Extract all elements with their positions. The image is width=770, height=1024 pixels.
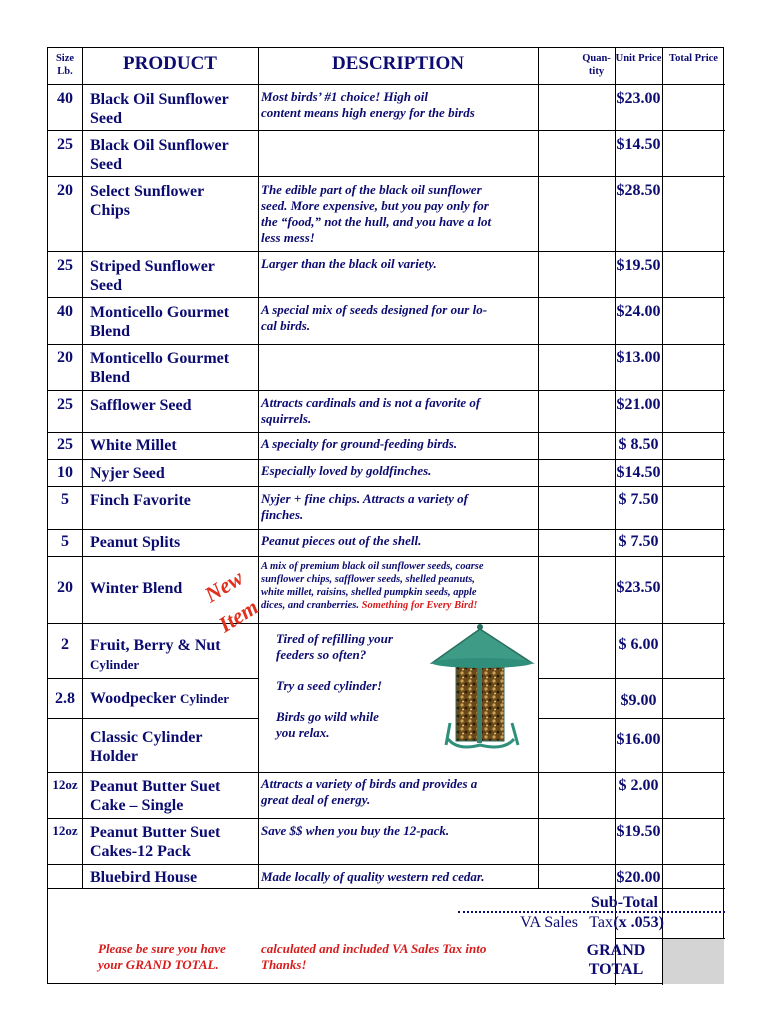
row-product: Monticello Gourmet Blend xyxy=(90,304,230,340)
row-unit-price: $23.00 xyxy=(616,90,661,107)
row-product: Woodpecker Cylinder xyxy=(90,690,230,707)
row-unit-price: $ 6.00 xyxy=(618,636,659,653)
row-product: Nyjer Seed xyxy=(90,465,165,482)
note-left: Please be sure you have your GRAND TOTAL. xyxy=(98,941,226,972)
row-description: Made locally of quality western red cedar. xyxy=(261,869,485,884)
row-unit-price: $21.00 xyxy=(616,396,661,413)
row-description: Attracts cardinals and is not a favorite of squirrels. xyxy=(261,395,481,426)
header-description: DESCRIPTION xyxy=(332,53,464,74)
row-size: 20 xyxy=(57,349,73,366)
new-item-badge: New xyxy=(200,564,248,608)
row-product: Classic Cylinder Holder xyxy=(90,729,203,765)
row-product: Black Oil Sunflower Seed xyxy=(90,91,229,127)
col-line-description xyxy=(538,48,539,888)
row-size: 5 xyxy=(61,491,69,508)
header-product: PRODUCT xyxy=(123,53,217,74)
row-unit-price: $14.50 xyxy=(616,136,661,153)
row-description: A mix of premium black oil sunflower seeds, coarse sunflower chips, safflower seeds, shelled peanuts, white millet, raisins, shelled pumpkin seeds, apple dices, and cranberries. Something for Every Bird! xyxy=(261,561,484,611)
row-product: Safflower Seed xyxy=(90,397,192,414)
row-size: 25 xyxy=(57,257,73,274)
order-form xyxy=(47,47,724,984)
row-unit-price: $14.50 xyxy=(616,464,661,481)
row-product: Finch Favorite xyxy=(90,492,191,509)
header-unit-price: Unit Price xyxy=(615,53,662,64)
grand-total-label: GRAND TOTAL xyxy=(586,942,646,978)
row-unit-price: $16.00 xyxy=(616,731,661,748)
col-line-size xyxy=(82,48,83,888)
row-description: Save $$ when you buy the 12-pack. xyxy=(261,823,450,838)
tax-label: Tax xyxy=(589,914,613,931)
row-unit-price: $ 7.50 xyxy=(618,491,659,508)
row-size: 2 xyxy=(61,636,69,653)
row-description: Most birds’ #1 choice! High oil content means high energy for the birds xyxy=(261,89,475,120)
row-unit-price: $20.00 xyxy=(616,869,661,886)
row-description: A special mix of seeds designed for our lo- cal birds. xyxy=(261,302,488,333)
new-item-badge: Item xyxy=(214,593,263,638)
row-size: 5 xyxy=(61,533,69,550)
grand-total-value-box[interactable] xyxy=(662,938,724,984)
row-unit-price: $ 8.50 xyxy=(618,436,659,453)
row-product: Winter Blend xyxy=(90,580,183,597)
row-description: Larger than the black oil variety. xyxy=(261,256,437,271)
row-product: White Millet xyxy=(90,437,177,454)
row-unit-price: $13.00 xyxy=(616,349,661,366)
row-size: 25 xyxy=(57,136,73,153)
row-size: 20 xyxy=(57,579,73,596)
row-size: 2.8 xyxy=(55,690,75,707)
row-unit-price: $9.00 xyxy=(620,692,657,709)
row-unit-price: $ 2.00 xyxy=(618,777,659,794)
row-unit-price: $19.50 xyxy=(616,257,661,274)
row-size: 10 xyxy=(57,464,73,481)
tax-rate-label: (x .053) xyxy=(613,914,664,931)
row-unit-price: $23.50 xyxy=(616,579,661,596)
header-total-price: Total Price xyxy=(669,53,718,64)
row-product: Peanut Butter Suet Cake – Single xyxy=(90,778,221,814)
row-description: Attracts a variety of birds and provides a great deal of energy. xyxy=(261,776,478,807)
row-size: 20 xyxy=(57,182,73,199)
row-description: Peanut pieces out of the shell. xyxy=(261,533,422,548)
row-size: 12oz xyxy=(52,823,78,838)
va-sales-label: VA Sales xyxy=(520,914,578,931)
col-line-product xyxy=(258,48,259,888)
header-size: Size Lb. xyxy=(55,53,75,77)
row-unit-price: $28.50 xyxy=(616,182,661,199)
note-right: calculated and included VA Sales Tax into Thanks! xyxy=(261,941,487,972)
tax-dotted-line xyxy=(458,911,725,913)
subtotal-label: Sub-Total xyxy=(591,894,658,911)
row-product: Peanut Butter Suet Cakes-12 Pack xyxy=(90,824,221,860)
row-product: Select Sunflower Chips xyxy=(90,183,205,219)
row-product: Black Oil Sunflower Seed xyxy=(90,137,229,173)
row-unit-price: $24.00 xyxy=(616,303,661,320)
row-size: 25 xyxy=(57,396,73,413)
row-product: Peanut Splits xyxy=(90,534,181,551)
row-size: 40 xyxy=(57,303,73,320)
row-product: Bluebird House xyxy=(90,869,198,886)
row-description: Nyjer + fine chips. Attracts a variety of finches. xyxy=(261,491,468,522)
header-quantity: Quan-tity xyxy=(582,53,611,77)
row-description: A specialty for ground-feeding birds. xyxy=(261,436,458,451)
row-unit-price: $ 7.50 xyxy=(618,533,659,550)
row-product: Fruit, Berry & Nut Cylinder xyxy=(90,637,221,672)
cylinder-promo: Tired of refilling your feeders so often? Try a seed cylinder! Birds go wild while you relax. xyxy=(276,631,393,740)
row-unit-price: $19.50 xyxy=(616,823,661,840)
row-product: Striped Sunflower Seed xyxy=(90,258,215,294)
row-description: Especially loved by goldfinches. xyxy=(261,463,432,478)
row-size: 40 xyxy=(57,90,73,107)
seed-cylinder-feeder-image xyxy=(428,623,540,753)
row-size: 12oz xyxy=(52,777,78,792)
row-product: Monticello Gourmet Blend xyxy=(90,350,230,386)
row-description: The edible part of the black oil sunflower seed. More expensive, but you pay only for the “food,” not the hull, and you have a lot less mess! xyxy=(261,182,492,245)
col-line-unit-price xyxy=(662,48,663,985)
row-size: 25 xyxy=(57,436,73,453)
